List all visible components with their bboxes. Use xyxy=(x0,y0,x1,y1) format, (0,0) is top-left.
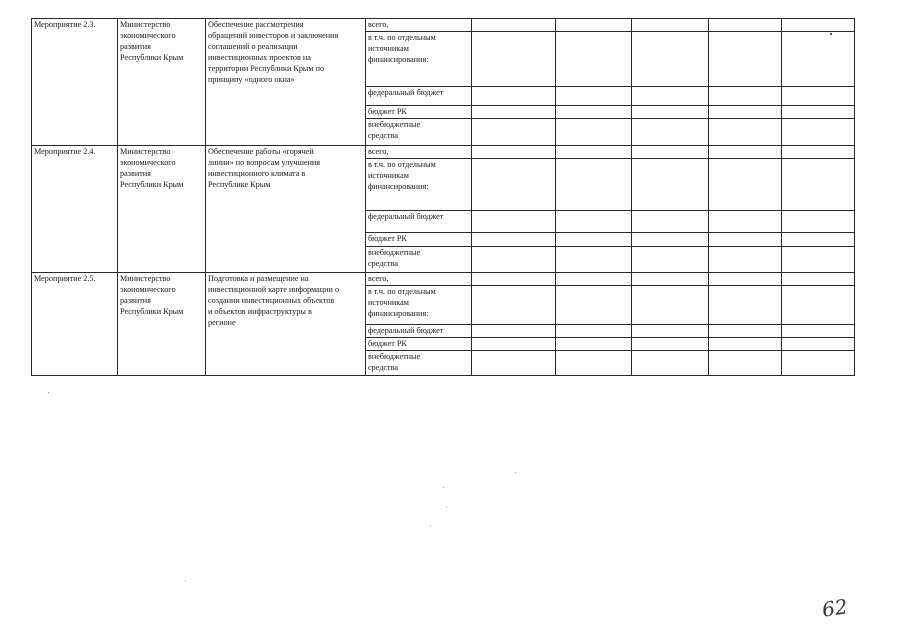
source-cell xyxy=(366,286,472,325)
amount-cell xyxy=(472,247,556,273)
source-label: федеральный бюджет xyxy=(368,212,444,221)
scan-speck xyxy=(48,392,49,393)
amount-cell xyxy=(472,19,556,32)
description-text: Обеспечение работы «горячей линии» по вопросам улучшения инвестиционного климата в Республике Крым xyxy=(208,147,321,189)
amount-cell xyxy=(472,273,556,286)
amount-cell xyxy=(472,351,556,376)
source-label: всего, xyxy=(368,147,389,156)
amount-cell xyxy=(632,211,709,233)
description-cell xyxy=(206,273,366,376)
amount-cell xyxy=(709,273,782,286)
source-cell xyxy=(366,247,472,273)
source-cell xyxy=(366,119,472,146)
amount-cell xyxy=(709,247,782,273)
amount-cell xyxy=(472,286,556,325)
amount-cell xyxy=(782,286,855,325)
amount-cell xyxy=(472,338,556,351)
amount-cell xyxy=(782,87,855,106)
source-label: бюджет РК xyxy=(368,107,407,116)
amount-cell xyxy=(632,273,709,286)
amount-cell xyxy=(709,338,782,351)
executor-label: Министерство экономического развития Республики Крым xyxy=(120,20,184,62)
amount-cell xyxy=(709,325,782,338)
amount-cell xyxy=(472,159,556,211)
amount-cell xyxy=(782,247,855,273)
amount-cell xyxy=(709,286,782,325)
source-label: федеральный бюджет xyxy=(368,326,444,335)
amount-cell xyxy=(632,106,709,119)
amount-cell xyxy=(632,146,709,159)
amount-cell xyxy=(709,119,782,146)
scan-speck xyxy=(446,507,447,508)
amount-cell xyxy=(632,325,709,338)
amount-cell xyxy=(709,211,782,233)
source-cell xyxy=(366,351,472,376)
measure-cell xyxy=(32,146,118,273)
amount-cell xyxy=(472,233,556,247)
amount-cell xyxy=(556,351,632,376)
amount-cell xyxy=(556,87,632,106)
amount-cell xyxy=(709,233,782,247)
scan-speck xyxy=(830,33,832,35)
amount-cell xyxy=(632,351,709,376)
measure-label: Мероприятие 2.4. xyxy=(34,147,96,156)
amount-cell xyxy=(556,286,632,325)
source-cell xyxy=(366,19,472,32)
source-cell xyxy=(366,146,472,159)
amount-cell xyxy=(782,146,855,159)
amount-cell xyxy=(709,19,782,32)
amount-cell xyxy=(782,119,855,146)
amount-cell xyxy=(472,325,556,338)
amount-cell xyxy=(709,106,782,119)
funding-table xyxy=(31,18,855,376)
amount-cell xyxy=(556,32,632,87)
source-label: внебюджетные средства xyxy=(368,248,421,268)
amount-cell xyxy=(472,146,556,159)
amount-cell xyxy=(632,338,709,351)
amount-cell xyxy=(782,159,855,211)
amount-cell xyxy=(782,351,855,376)
source-label: в т.ч. по отдельным источникам финансирования: xyxy=(368,160,436,191)
amount-cell xyxy=(782,211,855,233)
measure-cell xyxy=(32,19,118,146)
amount-cell xyxy=(632,32,709,87)
source-label: всего, xyxy=(368,20,389,29)
description-cell xyxy=(206,146,366,273)
amount-cell xyxy=(556,19,632,32)
source-label: внебюджетные средства xyxy=(368,120,421,140)
amount-cell xyxy=(556,233,632,247)
amount-cell xyxy=(556,146,632,159)
amount-cell xyxy=(556,325,632,338)
amount-cell xyxy=(472,106,556,119)
amount-cell xyxy=(472,87,556,106)
amount-cell xyxy=(782,338,855,351)
amount-cell xyxy=(709,159,782,211)
source-cell xyxy=(366,106,472,119)
source-label: внебюджетные средства xyxy=(368,352,421,372)
source-cell xyxy=(366,87,472,106)
source-label: федеральный бюджет xyxy=(368,88,444,97)
description-text: Обеспечение рассмотрения обращений инвесторов и заключения соглашений о реализации инвестиционных проектов на территории Республики Крым по принципу «одного окна» xyxy=(208,20,339,84)
page-number: 62 xyxy=(820,594,849,622)
amount-cell xyxy=(556,106,632,119)
amount-cell xyxy=(556,247,632,273)
amount-cell xyxy=(782,19,855,32)
amount-cell xyxy=(782,325,855,338)
amount-cell xyxy=(709,32,782,87)
amount-cell xyxy=(556,159,632,211)
source-cell xyxy=(366,325,472,338)
amount-cell xyxy=(709,351,782,376)
scan-speck xyxy=(443,487,444,488)
executor-cell xyxy=(118,19,206,146)
source-cell xyxy=(366,32,472,87)
amount-cell xyxy=(782,32,855,87)
amount-cell xyxy=(556,211,632,233)
amount-cell xyxy=(632,119,709,146)
amount-cell xyxy=(556,338,632,351)
amount-cell xyxy=(632,247,709,273)
amount-cell xyxy=(709,146,782,159)
amount-cell xyxy=(556,273,632,286)
source-label: бюджет РК xyxy=(368,234,407,243)
executor-label: Министерство экономического развития Республики Крым xyxy=(120,274,184,316)
scan-speck xyxy=(430,525,431,526)
table-row xyxy=(32,146,855,159)
executor-cell xyxy=(118,273,206,376)
source-label: в т.ч. по отдельным источникам финансирования: xyxy=(368,287,436,318)
executor-label: Министерство экономического развития Республики Крым xyxy=(120,147,184,189)
amount-cell xyxy=(782,233,855,247)
source-label: в т.ч. по отдельным источникам финансирования: xyxy=(368,33,436,64)
source-label: бюджет РК xyxy=(368,339,407,348)
scan-speck xyxy=(185,580,186,581)
amount-cell xyxy=(632,233,709,247)
source-cell xyxy=(366,273,472,286)
measure-cell xyxy=(32,273,118,376)
source-label: всего, xyxy=(368,274,389,283)
amount-cell xyxy=(632,19,709,32)
description-cell xyxy=(206,19,366,146)
measure-label: Мероприятие 2.3. xyxy=(34,20,96,29)
source-cell xyxy=(366,159,472,211)
source-cell xyxy=(366,211,472,233)
amount-cell xyxy=(472,119,556,146)
amount-cell xyxy=(632,159,709,211)
source-cell xyxy=(366,233,472,247)
amount-cell xyxy=(472,211,556,233)
scan-speck xyxy=(515,472,516,473)
description-text: Подготовка и размещение на инвестиционной карте информации о создании инвестиционных объектов и объектов инфраструктуры в регионе xyxy=(208,274,340,327)
amount-cell xyxy=(782,273,855,286)
amount-cell xyxy=(632,286,709,325)
amount-cell xyxy=(709,87,782,106)
amount-cell xyxy=(782,106,855,119)
table-row xyxy=(32,273,855,286)
amount-cell xyxy=(472,32,556,87)
amount-cell xyxy=(632,87,709,106)
amount-cell xyxy=(556,119,632,146)
table-row xyxy=(32,19,855,32)
executor-cell xyxy=(118,146,206,273)
measure-label: Мероприятие 2.5. xyxy=(34,274,96,283)
source-cell xyxy=(366,338,472,351)
